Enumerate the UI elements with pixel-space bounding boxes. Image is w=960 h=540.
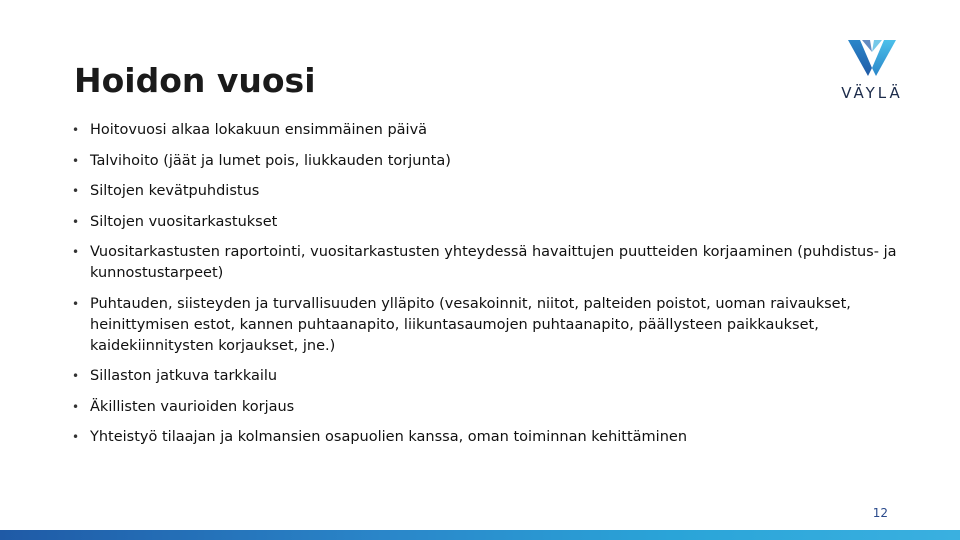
logo-text: VÄYLÄ (841, 84, 903, 102)
bullet-item: • Vuositarkastusten raportointi, vuositarkastusten yhteydessä havaittujen puutteiden korjaaminen (puhdistus- ja kunnostustarpeet) (70, 242, 900, 284)
bullet-item: • Puhtauden, siisteyden ja turvallisuuden ylläpito (vesakoinnit, niitot, palteiden poistot, uoman raivaukset, heinittymisen estot, kannen puhtaanapito, liikuntasaumojen puhtaanapito, päällysteen paikkaukset, kaidekiinnitysten korjaukset, jne.) (70, 294, 900, 357)
page-number: 12 (872, 506, 888, 520)
vayla-v-logo-icon (846, 38, 898, 78)
vayla-logo (832, 36, 912, 106)
bullet-item: • Siltojen vuositarkastukset (70, 212, 900, 233)
bullet-item: • Hoitovuosi alkaa lokakuun ensimmäinen päivä (70, 120, 900, 141)
bullet-item: • Talvihoito (jäät ja lumet pois, liukkauden torjunta) (70, 151, 900, 172)
bullet-item: • Sillaston jatkuva tarkkailu (70, 366, 900, 387)
bullet-item: • Äkillisten vaurioiden korjaus (70, 397, 900, 418)
bullet-list (70, 120, 900, 458)
bottom-accent-bar (0, 530, 960, 540)
bullet-item: • Yhteistyö tilaajan ja kolmansien osapuolien kanssa, oman toiminnan kehittäminen (70, 427, 900, 448)
slide-title: Hoidon vuosi (74, 61, 316, 100)
bullet-item: • Siltojen kevätpuhdistus (70, 181, 900, 202)
